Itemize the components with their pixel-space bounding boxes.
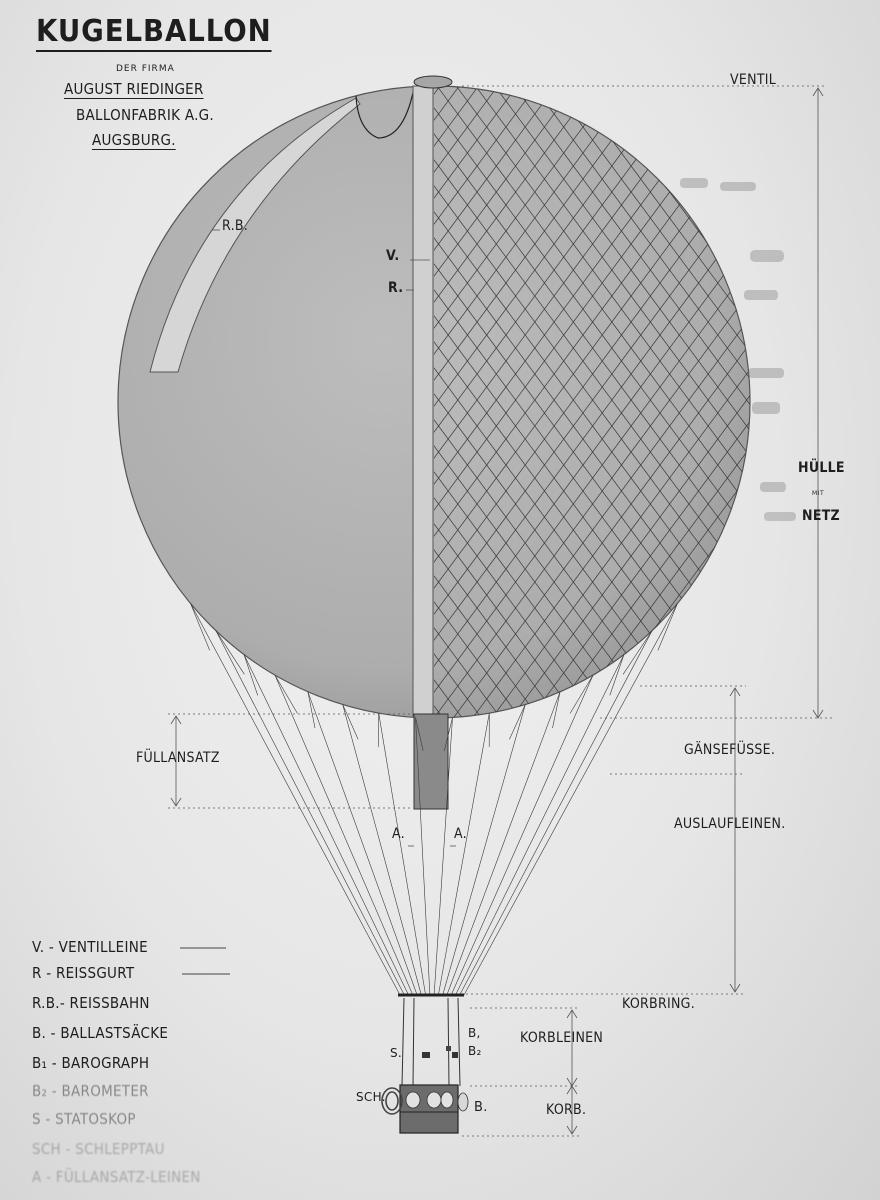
label-b: B. (474, 1100, 488, 1115)
statoscope (422, 1052, 430, 1058)
label-ventil: VENTIL (730, 72, 777, 88)
label-b2: B₂ (468, 1044, 482, 1058)
legend-item: SCH - SCHLEPPTAU (32, 1140, 165, 1158)
label-rb: R.B. (222, 218, 249, 234)
label-b1: B, (468, 1026, 481, 1040)
label-sch: SCH. (356, 1090, 386, 1104)
label-v: V. (386, 248, 400, 264)
label-r: R. (388, 280, 404, 296)
label-korbring: KORBRING. (622, 996, 695, 1012)
legend-item: R.B.- REISSBAHN (32, 994, 150, 1012)
firm-city: AUGSBURG. (92, 131, 176, 149)
firm-name: AUGUST RIEDINGER (64, 80, 204, 98)
label-huelle: HÜLLE (798, 460, 845, 476)
legend-item: V. - VENTILLEINE (32, 938, 148, 956)
barometer (446, 1046, 451, 1051)
label-fuellansatz: FÜLLANSATZ (136, 750, 220, 766)
page-title: KUGELBALLON (36, 14, 272, 52)
legend-item: B₁ - BAROGRAPH (32, 1054, 150, 1072)
ballast-bags (406, 1092, 453, 1108)
legend-item: B. - BALLASTSÄCKE (32, 1024, 169, 1042)
firm-prefix: DER FIRMA (116, 64, 175, 74)
firm-line2: BALLONFABRIK A.G. (76, 106, 214, 124)
label-netz: NETZ (802, 508, 840, 524)
legend-item: A - FÜLLANSATZ-LEINEN (32, 1168, 201, 1186)
legend-item: S - STATOSKOP (32, 1110, 136, 1128)
ballast-bag (458, 1093, 468, 1111)
label-korb: KORB. (546, 1102, 587, 1118)
valve (414, 76, 452, 88)
label-auslaufleinen: AUSLAUFLEINEN. (674, 816, 786, 832)
filling-sleeve (414, 714, 448, 809)
label-mit: MIT (812, 490, 825, 497)
center-strip (413, 86, 433, 716)
balloon-envelope (118, 86, 750, 718)
label-a-right: A. (454, 826, 467, 842)
barograph (452, 1052, 458, 1058)
label-s: S. (390, 1046, 403, 1060)
label-gaensefuesse: GÄNSEFÜSSE. (684, 742, 776, 758)
label-korbleinen: KORBLEINEN (520, 1030, 604, 1046)
basket-lines (402, 998, 460, 1086)
legend-item: R - REISSGURT (32, 964, 135, 982)
label-a-left: A. (392, 826, 405, 842)
legend-item: B₂ - BAROMETER (32, 1082, 149, 1100)
